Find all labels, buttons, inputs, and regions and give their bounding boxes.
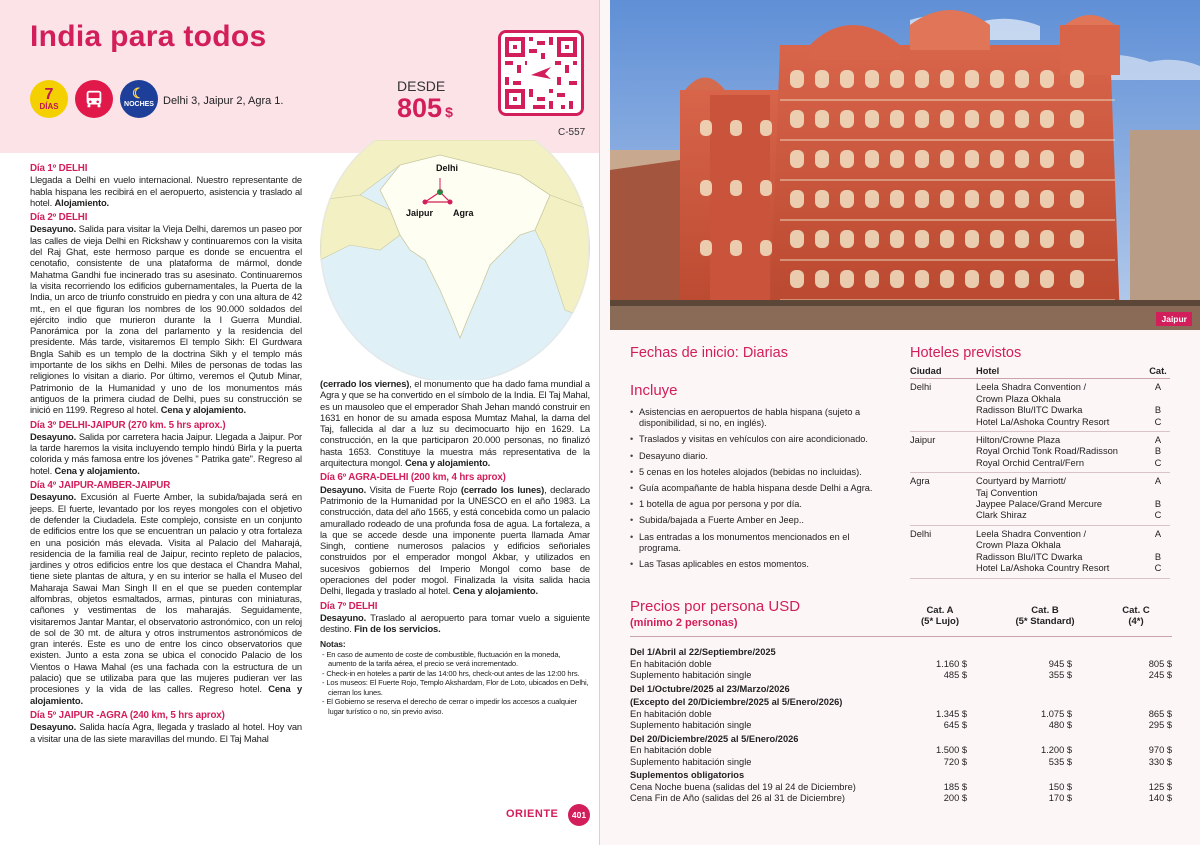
price-value: 805 $ — [397, 93, 453, 123]
includes-title: Incluye — [630, 382, 678, 399]
page-number: 401 — [568, 804, 590, 826]
day-title: Día 7º DELHI — [320, 600, 378, 612]
table-row: Taj Convention — [976, 487, 1038, 498]
price-section: (Excepto del 20/Diciembre/2025 al 5/Enero/2026) — [630, 697, 843, 707]
itinerary-column-2 — [320, 378, 590, 716]
table-header: Ciudad Hotel Cat. — [910, 366, 1170, 379]
start-dates: Fechas de inicio: Diarias — [630, 345, 788, 361]
prices-subtitle: (mínimo 2 personas) — [630, 617, 738, 629]
day-6: Día 6º AGRA-DELHI (200 km, 4 hrs aprox) Desayuno. Visita de Fuerte Rojo (cerrado los lunes), declarado Patrimonio de la Humanidad por la UNESCO en el año 1983. La construcción, data del año 1565, y está concebida como un palacio amurallado rodeado de una profunda fosa de agua. La fortaleza, a la que se accede desde una imponente puerta llamada Amar Singh, contiene numerosos palacios y edificios señoriales construidos por el emperador mongol Akbar, y utilizados en sucesivos gobiernos del Imperio Mongol como base de operaciones del poder mogol. Finalizada la visita salida hacia Delhi, llegada y traslado al hotel. Cena y alojamiento. — [320, 472, 590, 597]
list-item: • Desayuno diario. — [630, 451, 885, 462]
price-section: Del 1/Abril al 22/Septiembre/2025 — [630, 647, 776, 657]
list-item: • Asistencias en aeropuertos de habla hispana (sujeto a disponibilidad, si no, en inglés). — [630, 407, 885, 429]
qr-code[interactable] — [498, 30, 584, 116]
list-item: • Traslados y visitas en vehículos con aire acondicionado. — [630, 434, 885, 445]
price-section: Del 1/Octubre/2025 al 23/Marzo/2026 — [630, 683, 790, 694]
day-5-continued: (cerrado los viernes), el monumento que ha dado fama mundial a Agra y que se ha convertido en el símbolo de la India. El Taj Mahal, es un mausoleo que el emperador Shah Jehan mandó construir en 1631 en honor de su amada esposa Mumtaz Mahal, la dama del Taj, fallecida al dar a luz su decimocuarto hijo en 1629. La construcción, en la que participaron 20.000 personas, no finalizó hasta 1653. Constituye la muestra más representativa de la arquitectura mongol. Cena y alojamiento. — [320, 378, 590, 469]
nights-badge: ☾ NOCHES — [120, 80, 158, 118]
photo-caption: Jaipur — [1156, 312, 1192, 326]
page-header — [0, 0, 600, 153]
list-item: • 5 cenas en los hoteles alojados (bebidas no incluidas). — [630, 467, 885, 478]
day-title: Día 5º JAIPUR -AGRA (240 km, 5 hrs aprox) — [30, 709, 225, 721]
day-2: Día 2º DELHI Desayuno. Salida para visitar la Vieja Delhi, daremos un paseo por las calles de vieja Delhi en Rickshaw y continuaremos con la visita del Raj Ghat, este hermoso parque es donde se encuentra el cenotafio, consistente de una plataforma de mármol, donde Mahatma Gandhi fue incinerado tras su asesinato. Continuaremos la visita recorriendo los edificios gubernamentales, la Puerta de la India, un arco de triunfo construido en piedra y con una altura de 42 mt., en el que figuran los nombres de los 90.000 soldados del ejército indio que murieron durante la I Guerra Mundial. Panorámica por la zona del parlamento y la residencia del presidente. Más tarde, visitaremos El templo Sikh: El Gurdwara Bngla Sahib es un templo de la doctrina Sikh y el templo más importante de los sikhs en Delhi. Miles de personas de todas las religiones lo visitan a diario. Por último, veremos el Qutub Minar, Patrimonio de la Humanidad y uno de los monumentos más antiguos de la primera ciudad de Delhi, pues su construcción se inició en 1199. Regreso al hotel. Cena y alojamiento. — [30, 212, 302, 416]
table-row: Hotel La/Ashoka Country Resort C — [976, 416, 1162, 427]
note-item: - Check-in en hoteles a partir de las 14:00 hrs, check-out antes de las 12:00 hrs. — [322, 668, 580, 678]
list-item: • Las entradas a los monumentos mencionados en el programa. — [630, 532, 885, 554]
map-label-jaipur: Jaipur — [406, 208, 434, 218]
map-label-delhi: Delhi — [436, 163, 459, 173]
note-item: - El Gobierno se reserva el derecho de cerrar o impedir los accesos a cualquier lugar turístico o no, sin previo aviso. — [322, 697, 577, 716]
nights-text: Delhi 3, Jaipur 2, Agra 1. — [163, 95, 284, 107]
prices-table — [630, 645, 1172, 805]
divider — [630, 636, 1172, 637]
itinerary-column-1 — [30, 163, 302, 748]
table-row: Delhi Leela Shadra Convention / A — [910, 528, 1162, 539]
hotel-group — [910, 529, 1170, 579]
table-row: En habitación doble 1.345 $ 1.075 $ 865 $ — [630, 708, 1172, 719]
day-5: Día 5º JAIPUR -AGRA (240 km, 5 hrs aprox) Desayuno. Salida hacía Agra, llegada y traslado al hotel. Hoy van a visitar una de las siete maravillas del mundo. El Taj Mahal — [30, 709, 302, 744]
table-row: Radisson Blu/ITC Dwarka B — [976, 405, 1162, 416]
day-1: Día 1º DELHI Llegada a Delhi en vuelo internacional. Nuestro representante de habla hispana les recibirá en el aeropuerto, asistencia y traslado al hotel. Alojamiento. — [30, 163, 302, 208]
table-row: Cena Fin de Año (salidas del 26 al 31 de Diciembre) 200 $ 170 $ 140 $ — [630, 793, 1172, 803]
product-code: C-557 — [558, 127, 586, 138]
day-title: Día 3º DELHI-JAIPUR (270 km. 5 hrs aprox.) — [30, 419, 226, 431]
list-item: • Guía acompañante de habla hispana desde Delhi a Agra. — [630, 483, 885, 494]
footer-section: ORIENTE — [506, 808, 559, 820]
hotels-title: Hoteles previstos — [910, 345, 1022, 361]
table-row: Crown Plaza Okhala — [976, 540, 1061, 551]
table-row: Hotel La/Ashoka Country Resort C — [976, 563, 1162, 574]
table-row: Royal Orchid Tonk Road/Radisson B — [976, 446, 1162, 457]
route-map — [320, 140, 590, 380]
table-row: Jaipur Hilton/Crowne Plaza A — [910, 435, 1162, 446]
map-label-agra: Agra — [453, 208, 474, 218]
table-row: Clark Shiraz C — [976, 510, 1162, 521]
table-row: Suplemento habitación single 720 $ 535 $ 330 $ — [630, 756, 1172, 767]
cat-a-header: Cat. A (5* Lujo) — [921, 605, 959, 627]
table-row: Jaypee Palace/Grand Mercure B — [976, 499, 1162, 510]
bus-icon — [75, 80, 113, 118]
table-row: Radisson Blu/ITC Dwarka B — [976, 551, 1162, 562]
cat-b-header: Cat. B (5* Standard) — [1015, 605, 1075, 627]
hotel-group — [910, 382, 1170, 432]
hotel-group — [910, 476, 1170, 526]
table-row: Suplemento habitación single 645 $ 480 $ 295 $ — [630, 720, 1172, 730]
note-item: - Los museos: El Fuerte Rojo, Templo Akshardam, Flor de Loto, ubicados en Delhi, cierran los lunes. — [322, 678, 589, 697]
list-item: • Las Tasas aplicables en estos momentos. — [630, 559, 885, 570]
includes-list — [630, 407, 885, 575]
page-title: India para todos — [30, 20, 267, 53]
table-row: Delhi Leela Shadra Convention / A — [910, 382, 1162, 393]
price-from-label: DESDE — [397, 78, 446, 94]
list-item: • 1 botella de agua por persona y por día. — [630, 499, 885, 510]
table-row: En habitación doble 1.160 $ 945 $ 805 $ — [630, 658, 1172, 669]
day-3: Día 3º DELHI-JAIPUR (270 km. 5 hrs aprox.) Desayuno. Salida por carretera hacia Jaipur. Llegada a Jaipur. Por la tarde haremos la visita incluyendo templo hindú Birla y la puerta colorida y más famosa entre los jóvenes " Patrika gate". Regreso al hotel. Cena y alojamiento. — [30, 419, 302, 476]
table-row: Suplemento habitación single 485 $ 355 $ 245 $ — [630, 670, 1172, 680]
table-row: Crown Plaza Okhala — [976, 393, 1061, 404]
note-item: - En caso de aumento de coste de combustible, fluctuación en la moneda, aumento de la tarifa aérea, el precio se verá incrementado. — [322, 649, 561, 669]
day-title: Día 1º DELHI — [30, 163, 88, 174]
hotels-table — [910, 366, 1170, 582]
moon-icon: ☾ — [132, 85, 145, 101]
days-badge: 7 DÍAS — [30, 80, 68, 118]
hawa-mahal-photo — [610, 0, 1200, 330]
day-title: Día 4º JAIPUR-AMBER-JAIPUR — [30, 480, 171, 492]
day-7: Día 7º DELHI Desayuno. Traslado al aeropuerto para tomar vuelo a siguiente destino. Fin de los servicios. — [320, 600, 590, 635]
notes-title: Notas: — [320, 638, 346, 649]
table-row: Cena Noche buena (salidas del 19 al 24 de Diciembre) 185 $ 150 $ 125 $ — [630, 781, 1172, 792]
price-section: Suplementos obligatorios — [630, 770, 745, 780]
prices-title: Precios por persona USD — [630, 598, 801, 615]
day-title: Día 2º DELHI — [30, 212, 88, 224]
day-title: Día 6º AGRA-DELHI (200 km, 4 hrs aprox) — [320, 472, 506, 484]
table-row: En habitación doble 1.500 $ 1.200 $ 970 $ — [630, 745, 1172, 755]
day-4: Día 4º JAIPUR-AMBER-JAIPUR Desayuno. Excusión al Fuerte Amber, la subida/bajada será en jeeps. El fuerte, levantado por los reyes mongoles con el objetivo de defender la Ciudadela. Este complejo, consiste en un conjunto de edificios entre los que se encuentran un palacio y otra fortaleza en una posición más elevada. Visita al Palacio del Maharajá, residencia de la familia real de Jaipur, recinto repleto de palacios, jardines y otros edificios entre los que destaca el Chandra Mahal, tiene siete plantas de altura, y en su interior se halla el Museo del Maharaja Sawai Man Singh II en el que se pueden contemplar alfombras, objetos esmaltados, armas, pinturas con miniaturas, cañones y vestimentas de los maharajás. Seguidamente, visitaremos Jantar Mantar, el observatorio astronómico, con un reloj de sol de 30 mt. de altura y otros instrumentos astronómicos de gran interés. Este es uno de entre los cinco observatorios que existen. Junto a esta zona se ubica el conocido Palacio de los Vientos o Hawa Mahal (es una fachada con la estructura de un palacio) que se utilizaba para que las mujeres pudieran ver las procesiones y la vida de las calles. Regreso hotel. Cena y alojamiento. — [30, 480, 303, 706]
list-item: • Subida/bajada a Fuerte Amber en Jeep.. — [630, 515, 885, 526]
price-section: Del 20/Diciembre/2025 al 5/Enero/2026 — [630, 733, 799, 744]
hotel-group — [910, 435, 1170, 473]
table-row: Agra Courtyard by Marriott/ A — [910, 476, 1162, 487]
cat-c-header: Cat. C (4*) — [1122, 605, 1150, 627]
table-row: Royal Orchid Central/Fern C — [976, 457, 1162, 468]
